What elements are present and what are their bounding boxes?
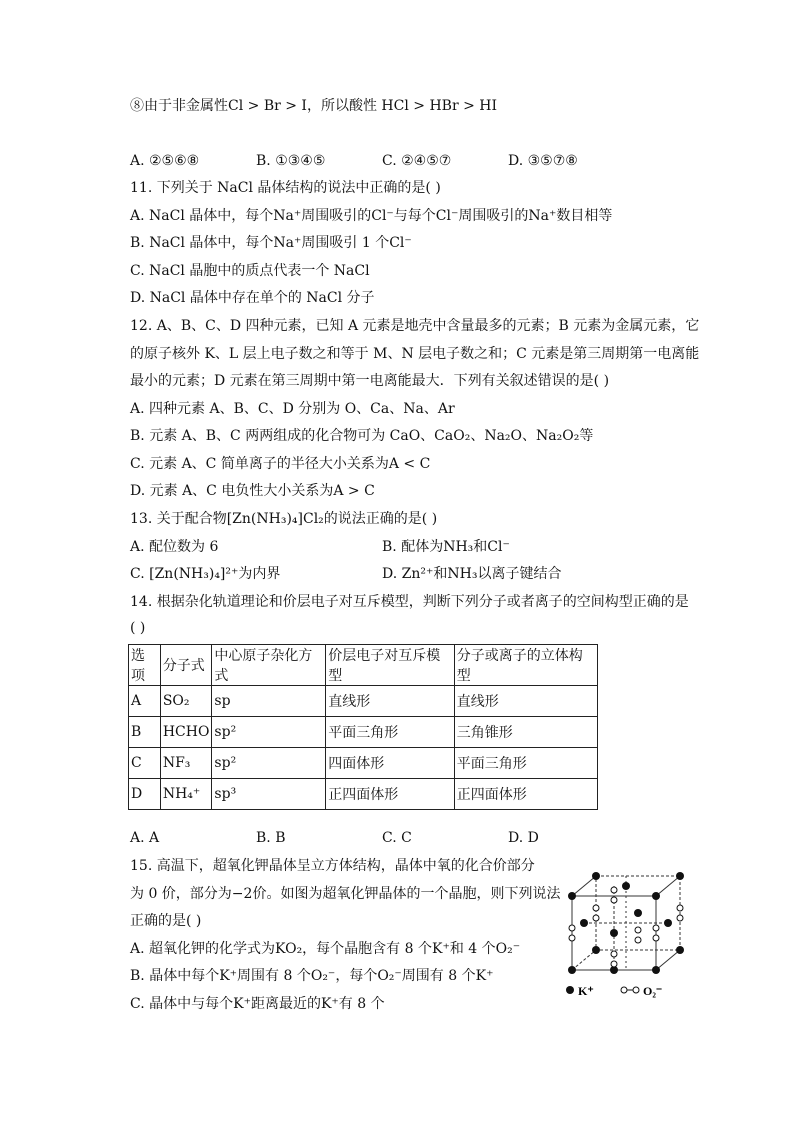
q11-option-c: C. NaCl 晶胞中的质点代表一个 NaCl xyxy=(130,263,370,279)
q10-option-d: D. ③⑤⑦⑧ xyxy=(508,153,578,169)
q11-option-b: B. NaCl 晶体中，每个Na⁺周围吸引 1 个Cl⁻ xyxy=(130,235,412,251)
q10-option-a: A. ②⑤⑥⑧ xyxy=(130,153,200,169)
q12-option-b: B. 元素 A、B、C 两两组成的化合物可为 CaO、CaO₂、Na₂O、Na₂O₂等 xyxy=(130,428,594,444)
q10-option-c: C. ②④⑤⑦ xyxy=(382,153,452,169)
q12-option-c: C. 元素 A、C 简单离子的半径大小关系为A < C xyxy=(130,456,431,472)
q13-option-c: C. [Zn(NH₃)₄]²⁺为内界 xyxy=(130,566,281,582)
table-cell: sp³ xyxy=(212,779,326,810)
q14-option-c: C. C xyxy=(382,830,412,846)
table-cell: 正四面体形 xyxy=(326,779,454,810)
table-row xyxy=(129,717,598,748)
legend-k-marker xyxy=(566,986,574,994)
table-cell: sp² xyxy=(212,717,326,748)
table-row xyxy=(129,686,598,717)
q15-stem-line3: 正确的是( ) xyxy=(130,913,202,929)
q12-stem-line2: 的原子核外 K、L 层上电子数之和等于 M、N 层电子数之和；C 元素是第三周期第一电离能 xyxy=(130,346,700,362)
q13-stem: 13. 关于配合物[Zn(NH₃)₄]Cl₂的说法正确的是( ) xyxy=(130,511,438,527)
table-cell: NH₄⁺ xyxy=(160,779,212,810)
table-cell: 平面三角形 xyxy=(326,717,454,748)
table-cell: sp xyxy=(212,686,326,717)
q14-option-a: A. A xyxy=(130,830,160,846)
header-cell: 分子或离子的立体构型 xyxy=(454,645,597,686)
table-cell: A xyxy=(129,686,161,717)
header-cell: 选项 xyxy=(129,645,161,686)
q14-stem-line2: ( ) xyxy=(130,620,146,636)
q12-option-d: D. 元素 A、C 电负性大小关系为A > C xyxy=(130,483,375,499)
table-cell: 正四面体形 xyxy=(454,779,597,810)
q12-option-a: A. 四种元素 A、B、C、D 分别为 O、Ca、Na、Ar xyxy=(130,401,455,417)
legend-o-marker-1 xyxy=(621,987,627,993)
q14-stem-line1: 14. 根据杂化轨道理论和价层电子对互斥模型，判断下列分子或者离子的空间构型正确的是 xyxy=(130,594,689,610)
q15-stem-line2: 为 0 价，部分为−2价。如图为超氧化钾晶体的一个晶胞，则下列说法 xyxy=(130,886,561,902)
table-cell: D xyxy=(129,779,161,810)
q13-option-b: B. 配体为NH₃和Cl⁻ xyxy=(382,539,510,555)
table-cell: SO₂ xyxy=(160,686,212,717)
q15-stem-line1: 15. 高温下，超氧化钾晶体呈立方体结构，晶体中氧的化合价部分 xyxy=(130,858,535,874)
q12-stem-line1: 12. A、B、C、D 四种元素，已知 A 元素是地壳中含量最多的元素；B 元素为金属元素，它 xyxy=(130,318,700,334)
table-cell: B xyxy=(129,717,161,748)
q14-option-d: D. D xyxy=(508,830,539,846)
q13-option-a: A. 配位数为 6 xyxy=(130,539,219,555)
table-cell: 直线形 xyxy=(326,686,454,717)
table-row xyxy=(129,748,598,779)
ko2-unit-cell-figure xyxy=(556,866,696,1001)
legend-k-label: K⁺ xyxy=(578,984,594,998)
table-cell: 三角锥形 xyxy=(454,717,597,748)
header-cell: 价层电子对互斥模型 xyxy=(326,645,454,686)
table-cell: HCHO xyxy=(160,717,212,748)
q10-statement-8: ⑧由于非金属性Cl > Br > I，所以酸性 HCl > HBr > HI xyxy=(130,98,498,114)
q15-option-c: C. 晶体中与每个K⁺距离最近的K⁺有 8 个 xyxy=(130,996,385,1012)
q11-stem: 11. 下列关于 NaCl 晶体结构的说法中正确的是( ) xyxy=(130,180,441,196)
table-row xyxy=(129,779,598,810)
q15-option-a: A. 超氧化钾的化学式为KO₂，每个晶胞含有 8 个K⁺和 4 个O₂⁻ xyxy=(130,941,521,957)
header-cell: 分子式 xyxy=(160,645,212,686)
q10-option-b: B. ①③④⑤ xyxy=(256,153,326,169)
table-cell: 直线形 xyxy=(454,686,597,717)
q11-option-d: D. NaCl 晶体中存在单个的 NaCl 分子 xyxy=(130,290,375,306)
table-cell: NF₃ xyxy=(160,748,212,779)
table-header-row xyxy=(129,645,598,686)
table-cell: C xyxy=(129,748,161,779)
legend-o-label: O₂⁻ xyxy=(643,984,663,998)
table-cell: sp² xyxy=(212,748,326,779)
q15-option-b: B. 晶体中每个K⁺周围有 8 个O₂⁻，每个O₂⁻周围有 8 个K⁺ xyxy=(130,968,494,984)
header-cell: 中心原子杂化方式 xyxy=(212,645,326,686)
q14-option-b: B. B xyxy=(256,830,286,846)
q13-option-d: D. Zn²⁺和NH₃以离子键结合 xyxy=(382,566,562,582)
legend-o-marker-2 xyxy=(633,987,639,993)
table-cell: 四面体形 xyxy=(326,748,454,779)
q14-table xyxy=(128,644,598,810)
table-cell: 平面三角形 xyxy=(454,748,597,779)
q12-stem-line3: 最小的元素；D 元素在第三周期中第一电离能最大．下列有关叙述错误的是( ) xyxy=(130,373,610,389)
q11-option-a: A. NaCl 晶体中，每个Na⁺周围吸引的Cl⁻与每个Cl⁻周围吸引的Na⁺数目相等 xyxy=(130,208,613,224)
